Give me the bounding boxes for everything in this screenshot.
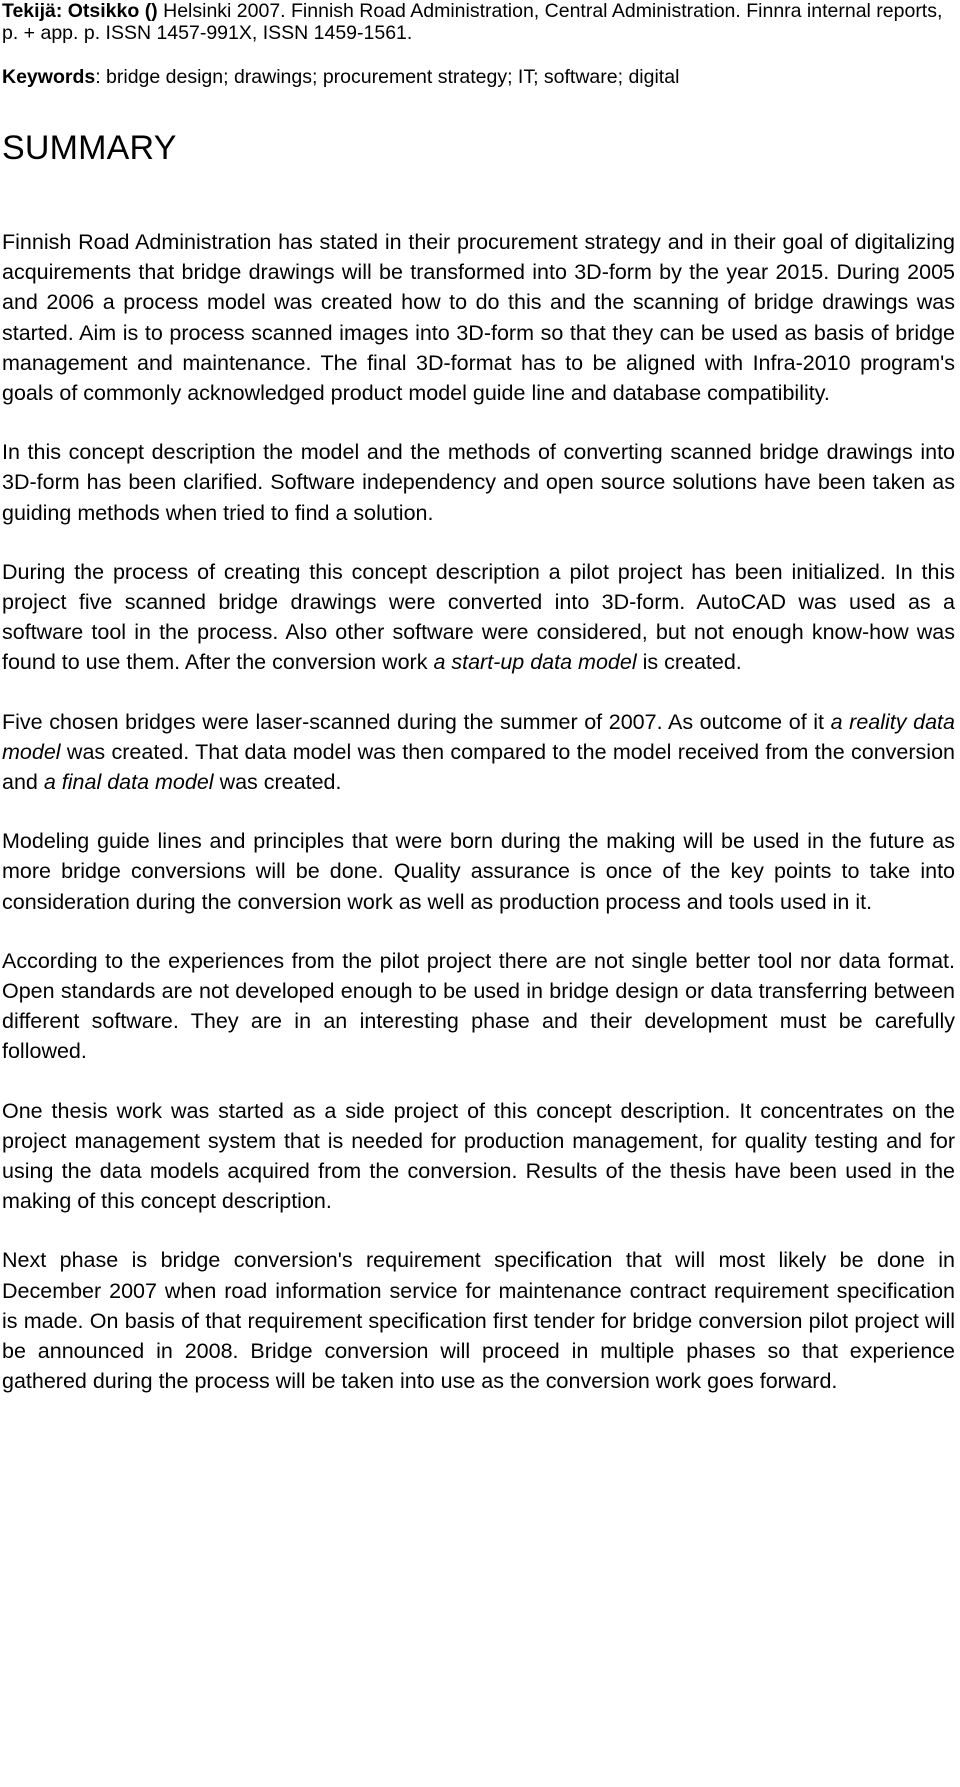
paragraph-3-text-a: During the process of creating this concept description a pilot project has been initialized. In this project five scanned bridge drawings were converted into 3D-form. AutoCAD was used as a software tool in the process. Also other software were considered, but not enough know-how was found to use them. After the conversion work (2, 559, 955, 675)
summary-heading: SUMMARY (2, 129, 177, 167)
keywords-line (2, 66, 954, 88)
keywords-label: Keywords (2, 66, 96, 88)
summary-paragraph-2: In this concept description the model and the methods of converting scanned bridge drawings into 3D-form has been clarified. Software independency and open source solutions have been taken as guiding methods when tried to find a solution. (2, 440, 955, 525)
publication-info: Helsinki 2007. Finnish Road Administration, Central Administration. Finnra internal reports, p. + app. p. ISSN 1457-991X, ISSN 1459-1561. (2, 0, 943, 44)
publication-header (2, 0, 954, 44)
summary-paragraph-3 (2, 557, 955, 678)
paragraph-4-text-a: Five chosen bridges were laser-scanned during the summer of 2007. As outcome of it (2, 709, 831, 734)
summary-paragraph-7: One thesis work was started as a side project of this concept description. It concentrates on the project management system that is needed for production management, for quality testing and for using the data models acquired from the conversion. Results of the thesis have been used in the making of this concept description. (2, 1098, 955, 1214)
author-label: Tekijä: Otsikko () (2, 0, 158, 22)
summary-paragraph-1: Finnish Road Administration has stated in their procurement strategy and in their goal of digitalizing acquirements that bridge drawings will be transformed into 3D-form by the year 2015. During 2005 and 2006 a process model was created how to do this and the scanning of bridge drawings was started. Aim is to process scanned images into 3D-form so that they can be used as basis of bridge management and maintenance. The final 3D-format has to be aligned with Infra-2010 program's goals of commonly acknowledged product model guide line and database compatibility. (2, 230, 955, 406)
reality-data-model-emphasis: a reality data model (2, 709, 955, 764)
paragraph-4-text-b: was created. That data model was then compared to the model received from the conversion and (2, 739, 955, 795)
paragraph-4-text-c: was created. (213, 770, 342, 795)
final-data-model-emphasis: a final data model (43, 770, 214, 795)
summary-paragraph-5: Modeling guide lines and principles that were born during the making will be used in the future as more bridge conversions will be done. Quality assurance is once of the key points to take into consideration during the conversion work as well as production process and tools used in it. (2, 829, 955, 914)
start-up-data-model-emphasis: a start-up data model (433, 650, 637, 675)
summary-paragraph-6: According to the experiences from the pilot project there are not single better tool nor data format. Open standards are not developed enough to be used in bridge design or data transferring between different software. They are in an interesting phase and their development must be carefully followed. (2, 948, 955, 1064)
summary-body (2, 227, 955, 1397)
summary-paragraph-4 (2, 707, 955, 798)
summary-paragraph-8: Next phase is bridge conversion's requirement specification that will most likely be done in December 2007 when road information service for maintenance contract requirement specification is made. On basis of that requirement specification first tender for bridge conversion pilot project will be announced in 2008. Bridge conversion will proceed in multiple phases so that experience gathered during the process will be taken into use as the conversion work goes forward. (2, 1248, 955, 1394)
paragraph-3-text-b: is created. (636, 650, 742, 675)
keywords-text: : bridge design; drawings; procurement strategy; IT; software; digital (95, 66, 680, 88)
